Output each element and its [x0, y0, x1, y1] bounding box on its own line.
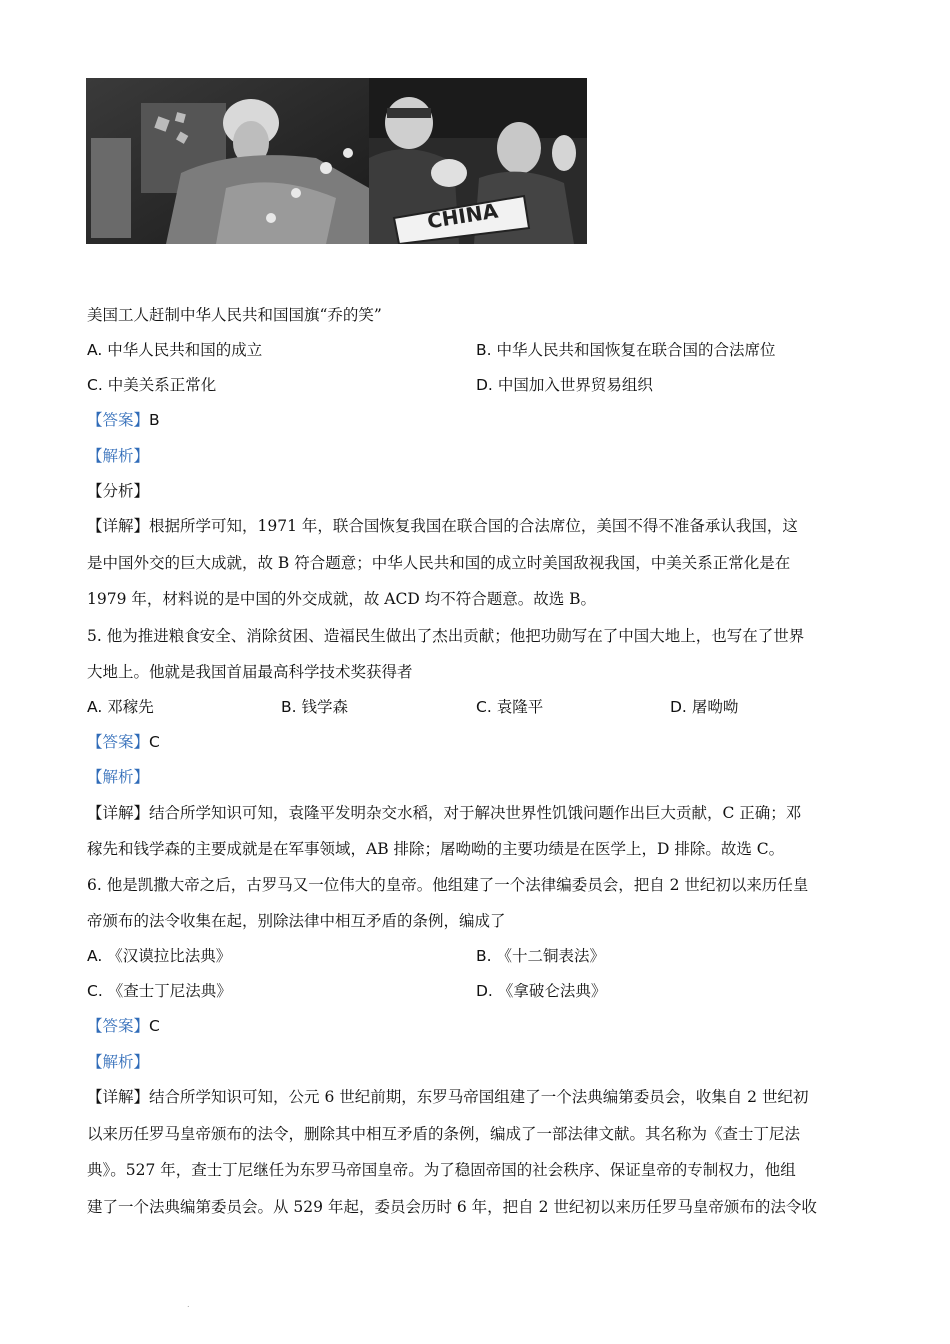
q4-detail-line-2: 是中国外交的巨大成就，故 B 符合题意；中华人民共和国的成立时美国敌视我国，中美关系正常化是在	[87, 554, 791, 572]
q4-option-a: A. 中华人民共和国的成立	[87, 341, 263, 359]
q5-stem-line-2: 大地上。他就是我国首届最高科学技术奖获得者	[87, 663, 413, 681]
q6-answer: 【答案】C	[87, 1017, 160, 1035]
q4-detail-line-1: 【详解】根据所学可知，1971 年，联合国恢复我国在联合国的合法席位，美国不得不准备承认我国，这	[87, 517, 798, 535]
q5-option-a: A. 邓稼先	[87, 698, 154, 716]
q5-option-d: D. 屠呦呦	[670, 698, 739, 716]
q5-answer: 【答案】C	[87, 733, 160, 751]
q6-detail-line-2: 以来历任罗马皇帝颁布的法令，删除其中相互矛盾的条例，编成了一部法律文献。其名称为《查士丁尼法	[87, 1125, 801, 1143]
laughing-delegates-photo	[369, 78, 587, 244]
q6-option-a: A. 《汉谟拉比法典》	[87, 947, 232, 965]
q4-detail-line-3: 1979 年，材料说的是中国的外交成就，故 ACD 均不符合题意。故选 B。	[87, 590, 597, 608]
q6-detail-line-4: 建了一个法典编第委员会。从 529 年起，委员会历时 6 年，把自 2 世纪初以来历任罗马皇帝颁布的法令收	[87, 1198, 817, 1216]
q4-analysis-tag: 【解析】	[87, 447, 150, 465]
q5-stem-line-1: 5. 他为推进粮食安全、消除贫困、造福民生做出了杰出贡献；他把功勋写在了中国大地上，也写在了世界	[87, 627, 805, 645]
q5-detail-line-1: 【详解】结合所学知识可知，袁隆平发明杂交水稻，对于解决世界性饥饿问题作出巨大贡献，C 正确；邓	[87, 804, 802, 822]
q4-answer: 【答案】B	[87, 411, 160, 429]
q5-analysis-tag: 【解析】	[87, 768, 150, 786]
q5-option-b: B. 钱学森	[281, 698, 349, 716]
photo-caption: 美国工人赶制中华人民共和国国旗“乔的笑”	[87, 306, 382, 324]
q6-detail-line-1: 【详解】结合所学知识可知，公元 6 世纪前期，东罗马帝国组建了一个法典编第委员会，收集自 2 世纪初	[87, 1088, 809, 1106]
china-sign-text: CHINA	[425, 198, 500, 234]
q4-option-d: D. 中国加入世界贸易组织	[476, 376, 653, 394]
q5-detail-line-2: 稼先和钱学森的主要成就是在军事领域，AB 排除；屠呦呦的主要功绩是在医学上，D 排除。故选 C。	[87, 840, 785, 858]
q6-option-d: D. 《拿破仑法典》	[476, 982, 607, 1000]
q6-option-c: C. 《查士丁尼法典》	[87, 982, 232, 1000]
q6-stem-line-1: 6. 他是凯撒大帝之后，古罗马又一位伟大的皇帝。他组建了一个法律编委员会，把自 2 世纪初以来历任皇	[87, 876, 809, 894]
q4-option-c: C. 中美关系正常化	[87, 376, 217, 394]
flag-making-photo	[86, 78, 369, 244]
q6-detail-line-3: 典》。527 年，查士丁尼继任为东罗马帝国皇帝。为了稳固帝国的社会秩序、保证皇帝的专制权力，他组	[87, 1161, 796, 1179]
q6-analysis-tag: 【解析】	[87, 1053, 150, 1071]
q6-option-b: B. 《十二铜表法》	[476, 947, 606, 965]
q4-option-b: B. 中华人民共和国恢复在联合国的合法席位	[476, 341, 776, 359]
q6-stem-line-2: 帝颁布的法令收集在起，别除法律中相互矛盾的条例，编成了	[87, 912, 506, 930]
footer-mark: .	[187, 1300, 190, 1309]
q5-option-c: C. 袁隆平	[476, 698, 544, 716]
photo-strip	[86, 78, 587, 244]
q4-fenxi-tag: 【分析】	[87, 482, 150, 500]
